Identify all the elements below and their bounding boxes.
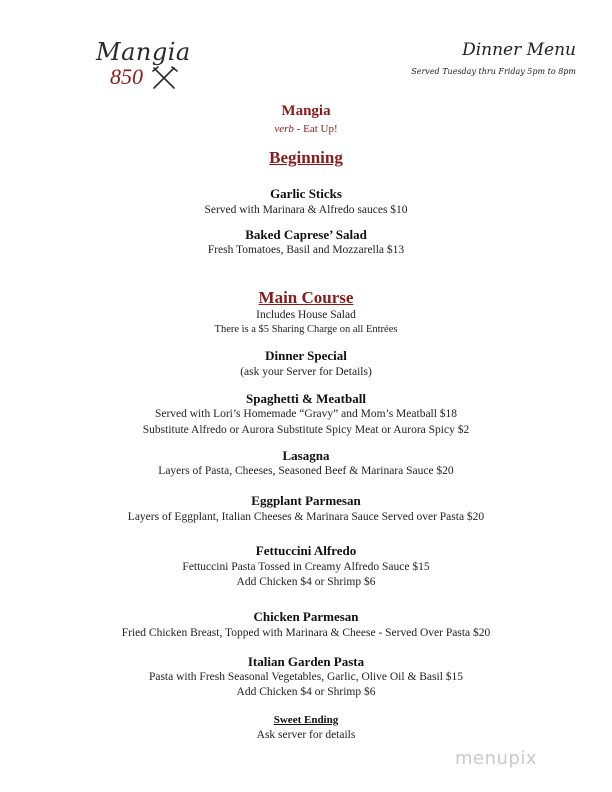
brand-definition xyxy=(0,123,612,135)
menu-title: Dinner Menu xyxy=(462,40,576,60)
brand-pos: verb xyxy=(274,123,294,135)
menu-item-name: Baked Caprese’ Salad xyxy=(245,227,367,242)
menu-item-desc: Add Chicken $4 or Shrimp $6 xyxy=(236,576,376,588)
menu-item-desc: Fried Chicken Breast, Topped with Marinara & Cheese - Served Over Pasta $20 xyxy=(121,627,491,639)
section-beginning-title: Beginning xyxy=(269,148,343,167)
menu-hours: Served Tuesday thru Friday 5pm to 8pm xyxy=(411,67,576,76)
logo-number: 850 xyxy=(110,64,143,89)
menu-item-name: Dinner Special xyxy=(265,348,347,363)
menu-item-desc: Pasta with Fresh Seasonal Vegetables, Garlic, Olive Oil & Basil $15 xyxy=(148,671,464,683)
fork-knife-icon xyxy=(150,66,180,90)
menu-item-desc: Served with Marinara & Alfredo sauces $10 xyxy=(204,204,408,216)
menu-item-desc: (ask your Server for Details) xyxy=(240,366,372,378)
menu-item-name: Chicken Parmesan xyxy=(253,609,359,624)
main-course-sharing-note: There is a $5 Sharing Charge on all Entrées xyxy=(214,324,398,335)
menu-item-name: Spaghetti & Meatball xyxy=(246,391,366,406)
menu-item-name: Lasagna xyxy=(282,448,330,463)
logo xyxy=(92,38,192,92)
brand-name: Mangia xyxy=(281,103,331,119)
menu-item-desc: Layers of Eggplant, Italian Cheeses & Marinara Sauce Served over Pasta $20 xyxy=(127,511,485,523)
brand-meaning: Eat Up! xyxy=(303,123,338,135)
logo-script-text: Mangia xyxy=(96,38,191,66)
menu-item-desc: Substitute Alfredo or Aurora Substitute Spicy Meat or Aurora Spicy $2 xyxy=(142,424,470,436)
watermark: menupix xyxy=(455,748,538,769)
menu-item-desc: Served with Lori’s Homemade “Gravy” and Mom’s Meatball $18 xyxy=(154,408,458,420)
menu-item-desc: Layers of Pasta, Cheeses, Seasoned Beef & Marinara Sauce $20 xyxy=(158,465,454,477)
brand-separator: - xyxy=(293,123,304,135)
menu-item-desc: Add Chicken $4 or Shrimp $6 xyxy=(236,686,376,698)
menu-item-name: Fettuccini Alfredo xyxy=(255,543,357,558)
main-course-note: Includes House Salad xyxy=(256,309,356,321)
section-sweet-ending-title: Sweet Ending xyxy=(273,714,339,726)
section-main-course-title: Main Course xyxy=(258,288,354,307)
menu-item-name: Eggplant Parmesan xyxy=(251,493,361,508)
sweet-ending-desc: Ask server for details xyxy=(256,729,356,741)
menu-item-desc: Fresh Tomatoes, Basil and Mozzarella $13 xyxy=(207,244,405,256)
menu-item-desc: Fettuccini Pasta Tossed in Creamy Alfredo Sauce $15 xyxy=(182,561,430,573)
menu-item-name: Garlic Sticks xyxy=(270,186,342,201)
menu-item-name: Italian Garden Pasta xyxy=(247,654,365,669)
